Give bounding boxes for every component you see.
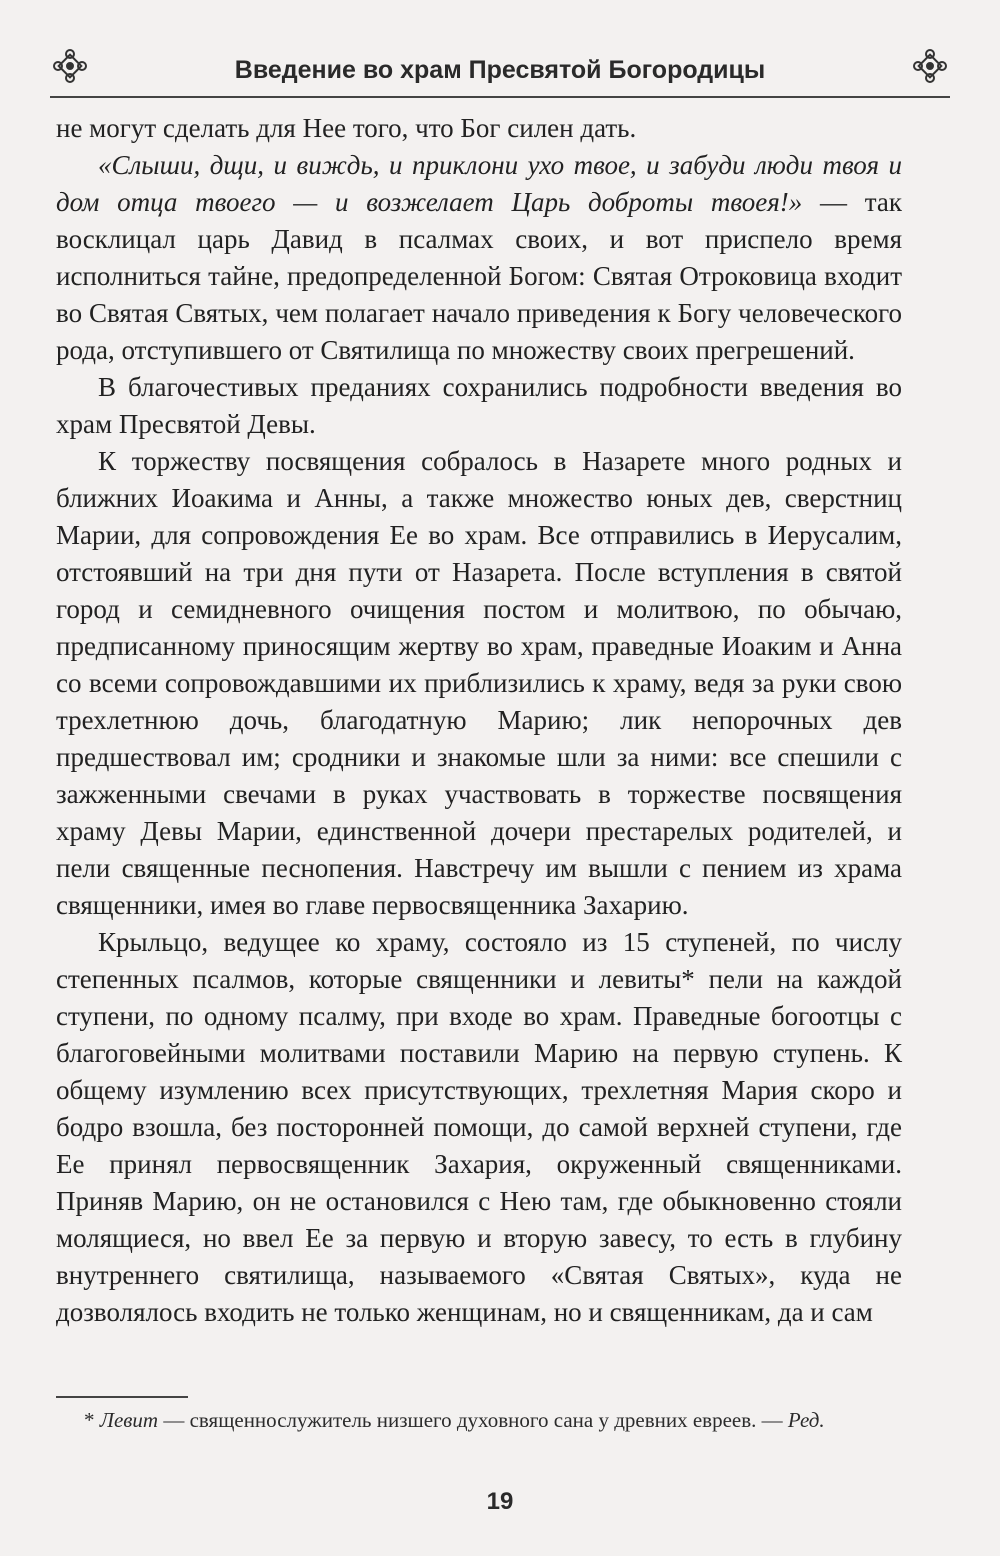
body-text: [56, 110, 902, 1331]
running-header-title: Введение во храм Пресвятой Богородицы: [234, 56, 766, 84]
paragraph: К торжеству посвящения собралось в Назарете много родных и ближних Иоакима и Анны, а также множество юных дев, сверстниц Марии, для сопровождения Ее во храм. Все отправились в Иерусалим, отстоявший на три дня пути от Назарета. После вступления в святой город и семидневного очищения постом и молитвою, по обычаю, предписанному приносящим жертву во храм, праведные Иоаким и Анна со всеми сопровождавшими их приблизились к храму, ведя за руки свою трехлетнюю дочь, благодатную Марию; лик непорочных дев предшествовал им; сродники и знакомые шли за ними: все спешили с зажженными свечами в руках участвовать в торжестве посвящения храму Девы Марии, единственной дочери престарелых родителей, и пели священные песнопения. Навстречу им вышли с пением из храма священники, имея во главе первосвященника Захарию.: [56, 446, 902, 920]
psalm-quote: «Слыши, дщи, и виждь, и приклони ухо твое, и забуди люди твоя и дом отца твоего — и возжелает Царь доброты твоея!»: [56, 150, 902, 217]
footnote-marker: *: [84, 1408, 95, 1432]
footnote-term: Левит: [99, 1408, 159, 1432]
paragraph-text: — так восклицал царь Давид в псалмах своих, и вот приспело время исполниться тайне, предопределенной Богом: Святая Отроковица входит во Святая Святых, чем полагает начало приведения к Богу человеческого рода, отступившего от Святилища по множеству своих прегрешений.: [56, 187, 902, 365]
paragraph: В благочестивых преданиях сохранились подробности введения во храм Пресвятой Девы.: [56, 372, 902, 439]
paragraph: Крыльцо, ведущее ко храму, состояло из 15 ступеней, по числу степенных псалмов, которые священники и левиты* пели на каждой ступени, по одному псалму, при входе во храм. Праведные богоотцы с благоговейными молитвами поставили Марию на первую ступень. К общему изумлению всех присутствующих, трехлетняя Мария скоро и бодро взошла, без посторонней помощи, до самой верхней ступени, где Ее принял первосвященник Захария, окруженный священниками. Приняв Марию, он не остановился с Нею там, где обыкновенно стояли молящиеся, но ввел Ее за первую и вторую завесу, то есть в глубину внутреннего святилища, называемого «Святая Святых», куда не дозволялось входить не только женщинам, но и священникам, да и сам: [56, 927, 902, 1327]
paragraph: не могут сделать для Нее того, что Бог силен дать.: [56, 113, 637, 143]
running-header: [50, 44, 950, 98]
footnote-divider: [56, 1396, 188, 1398]
footnote: [56, 1406, 902, 1434]
paragraph: [56, 147, 902, 369]
footnote-editor: Ред.: [787, 1408, 825, 1432]
ornament-icon: [912, 48, 948, 84]
page-number: 19: [486, 1488, 514, 1515]
footnote-text: — священнослужитель низшего духовного сана у древних евреев. —: [158, 1408, 788, 1432]
